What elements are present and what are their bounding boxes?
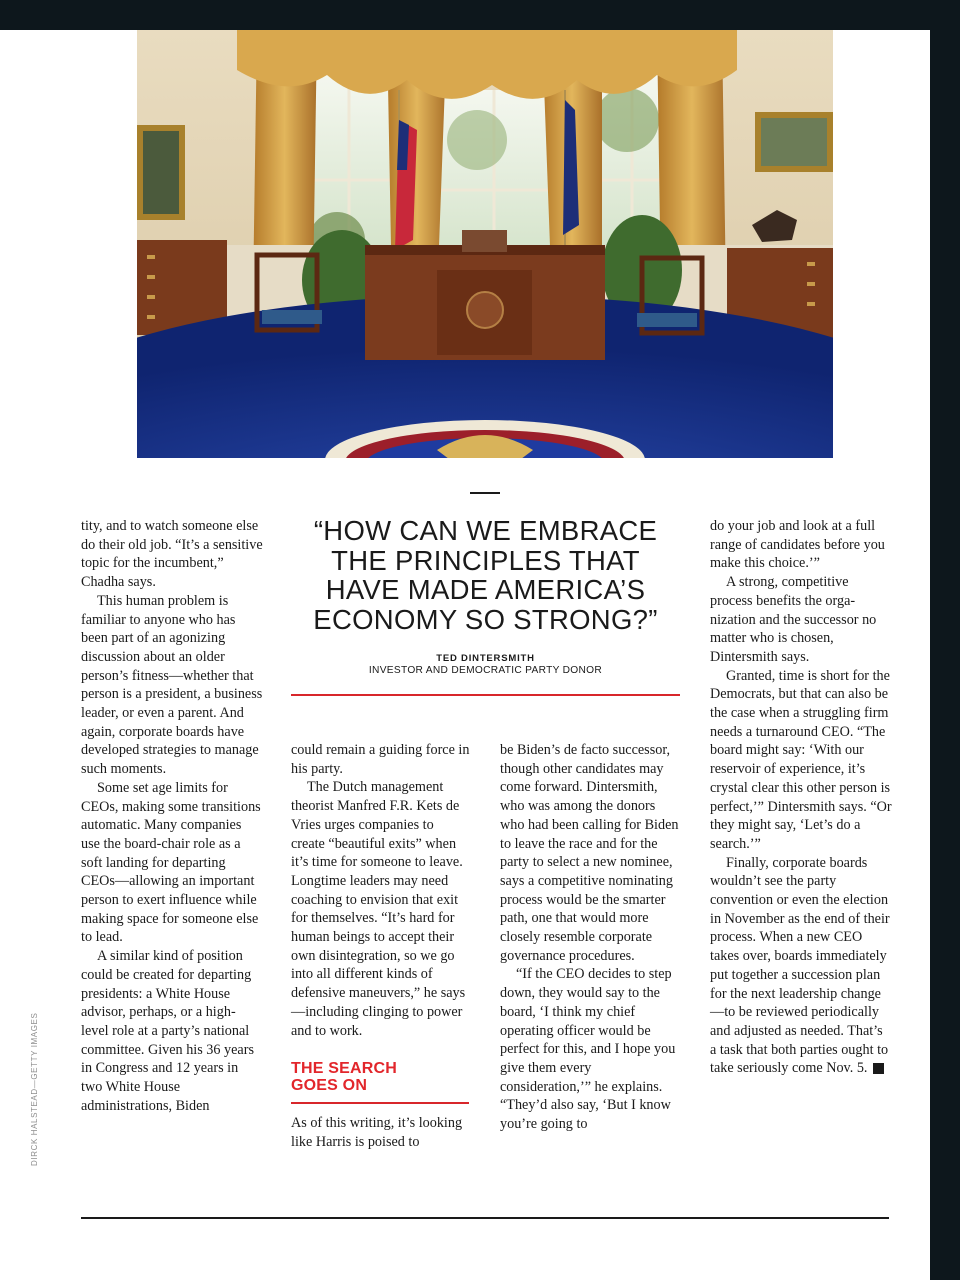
page-bottom: [0, 1192, 930, 1280]
oval-office-photo: [137, 30, 833, 458]
pull-quote-rule: [291, 694, 680, 696]
paragraph: A strong, competitive process benefits the organization and the successor no matter who is chosen, Dintersmith says.: [710, 574, 877, 665]
section-dash: [470, 492, 500, 494]
paragraph: [710, 854, 895, 1078]
pull-quote-attribution-name: TED DINTERSMITH: [436, 653, 535, 664]
subhead-line: GOES ON: [291, 1077, 368, 1095]
paragraph-text: Finally, corporate boards wouldn’t see the party convention or even the election in November as the end of their process. When a new CEO takes over, boards immediately put together a succession plan for the next leadership change—to be reviewed periodically and adjusted as needed. That’s a task that both parties ought to take seriously come Nov. 5.: [710, 854, 890, 1077]
paragraph: could remain a guiding force in his party.: [291, 742, 470, 777]
pull-quote-block: [291, 516, 680, 676]
body-column-1: [81, 517, 263, 1116]
paragraph: A similar kind of position could be created for departing presidents: a White House advisor, perhaps, or a high-level role at a party’s national committee. Given his 36 years in Congress and 12 years in two White House administrations, Biden: [81, 948, 254, 1114]
pull-quote-attribution-title: INVESTOR AND DEMOCRATIC PARTY DONOR: [368, 665, 603, 676]
pull-quote-text: “HOW CAN WE EMBRACE THE PRINCIPLES THAT HAVE MADE AMERICA’S ECONOMY SO STRONG?”: [313, 515, 658, 635]
paragraph: As of this writing, it’s looking like Harris is poised to: [291, 1115, 463, 1150]
subhead-line: THE SEARCH: [291, 1060, 398, 1078]
paragraph: “If the CEO decides to step down, they would say to the board, ‘I think my chief operating officer would be perfect for this, and I hope you give them every consideration,’” he explains. “They’d also say, ‘But I know you’re going to: [500, 966, 676, 1133]
paragraph: Granted, time is short for the Democrats, but that can also be the case when a struggling firm needs a turnaround CEO. “The board might say: ‘With our reservoir of experience, it’s crystal clear this other person is perfect,’” Dintersmith says. “Or they might say, ‘Let’s do a search.’”: [710, 667, 892, 852]
section-subhead: [291, 1060, 471, 1094]
paragraph: be Biden’s de facto successor, though other candidates may come forward. Dintersmith, who was among the donors who had been calling for Biden to leave the race and for the party to select a new nominee, says a competitive nominating process would be the smarter path, one that would more closely resemble corporate governance procedures.: [500, 742, 679, 964]
body-column-3: [500, 741, 680, 1134]
end-mark-icon: F: [873, 1063, 884, 1074]
paragraph: The Dutch management theorist Manfred F.R. Kets de Vries urges companies to create “beautiful exits” when it’s time for someone to leave. Longtime leaders may need coaching to envision that exit for themselves. “It’s hard for human beings to accept their own disintegration, so we go into all different kinds of defensive maneuvers,” he says—including clinging to power and to work.: [291, 779, 466, 1039]
footer-rule: [81, 1217, 889, 1219]
subhead-rule: [291, 1102, 469, 1104]
body-column-2: [291, 741, 471, 1152]
paragraph: tity, and to watch someone else do their old job. “It’s a sensitive topic for the incumbent,” Chadha says.: [81, 518, 263, 591]
body-column-4: [710, 517, 895, 1078]
right-frame: [930, 30, 960, 1192]
paragraph: This human problem is familiar to anyone who has been part of an agonizing discussion about an older person’s fitness—whether that person is a president, a business leader, or even a parent. And again, corporate boards have developed strategies to manage such moments.: [81, 592, 263, 778]
paragraph: Some set age limits for CEOs, making some transitions automatic. Many companies use the board-chair role as a soft landing for departing CEOs—allowing an important person to exert influence while making space for someone else to lead.: [81, 779, 261, 946]
photo-credit: DIRCK HALSTEAD—GETTY IMAGES: [30, 1012, 39, 1166]
top-frame: [0, 0, 960, 30]
paragraph: do your job and look at a full range of candidates before you make this choice.’”: [710, 518, 885, 572]
